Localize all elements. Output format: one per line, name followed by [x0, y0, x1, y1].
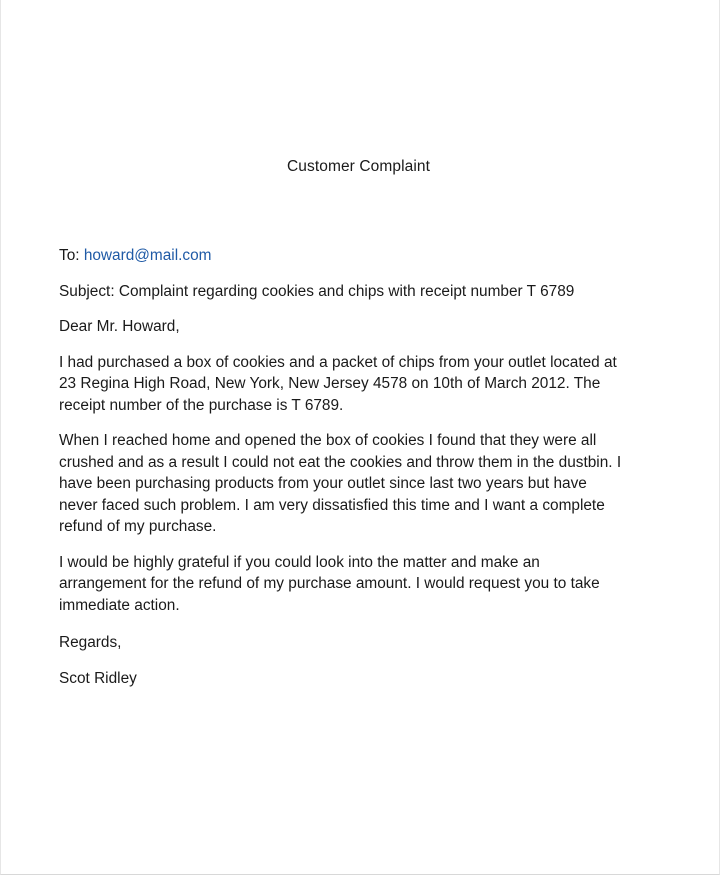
letter-body: [59, 245, 659, 703]
to-label: To:: [59, 247, 80, 264]
paragraph-line: 23 Regina High Road, New York, New Jersey 4578 on 10th of March 2012. The: [59, 375, 601, 392]
paragraph-line: refund of my purchase.: [59, 518, 217, 535]
paragraph-line: arrangement for the refund of my purchase amount. I would request you to take: [59, 575, 600, 592]
paragraph-line: I would be highly grateful if you could look into the matter and make an: [59, 553, 540, 571]
paragraph-purchase-details: [59, 352, 659, 417]
paragraph-line: When I reached home and opened the box of cookies I found that they were all: [59, 432, 597, 449]
paragraph-line: have been purchasing products from your outlet since last two years but have: [59, 475, 587, 492]
paragraph-complaint: [59, 430, 659, 538]
document-title: Customer Complaint: [286, 158, 431, 175]
salutation: Dear Mr. Howard,: [59, 318, 180, 335]
to-line: [59, 245, 659, 267]
signature: Scot Ridley: [59, 669, 137, 687]
paragraph-line: crushed and as a result I could not eat the cookies and throw them in the dustbin. I: [59, 453, 622, 471]
paragraph-line: never faced such problem. I am very dissatisfied this time and I want a complete: [59, 496, 605, 514]
paragraph-line: receipt number of the purchase is T 6789.: [59, 396, 344, 414]
paragraph-request: [59, 552, 659, 617]
paragraph-line: I had purchased a box of cookies and a packet of chips from your outlet located at: [59, 353, 617, 371]
subject-line: Subject: Complaint regarding cookies and chips with receipt number T 6789: [59, 282, 575, 300]
recipient-email-link[interactable]: howard@mail.com: [83, 247, 212, 264]
paragraph-line: immediate action.: [59, 596, 180, 614]
closing: Regards,: [59, 634, 122, 651]
